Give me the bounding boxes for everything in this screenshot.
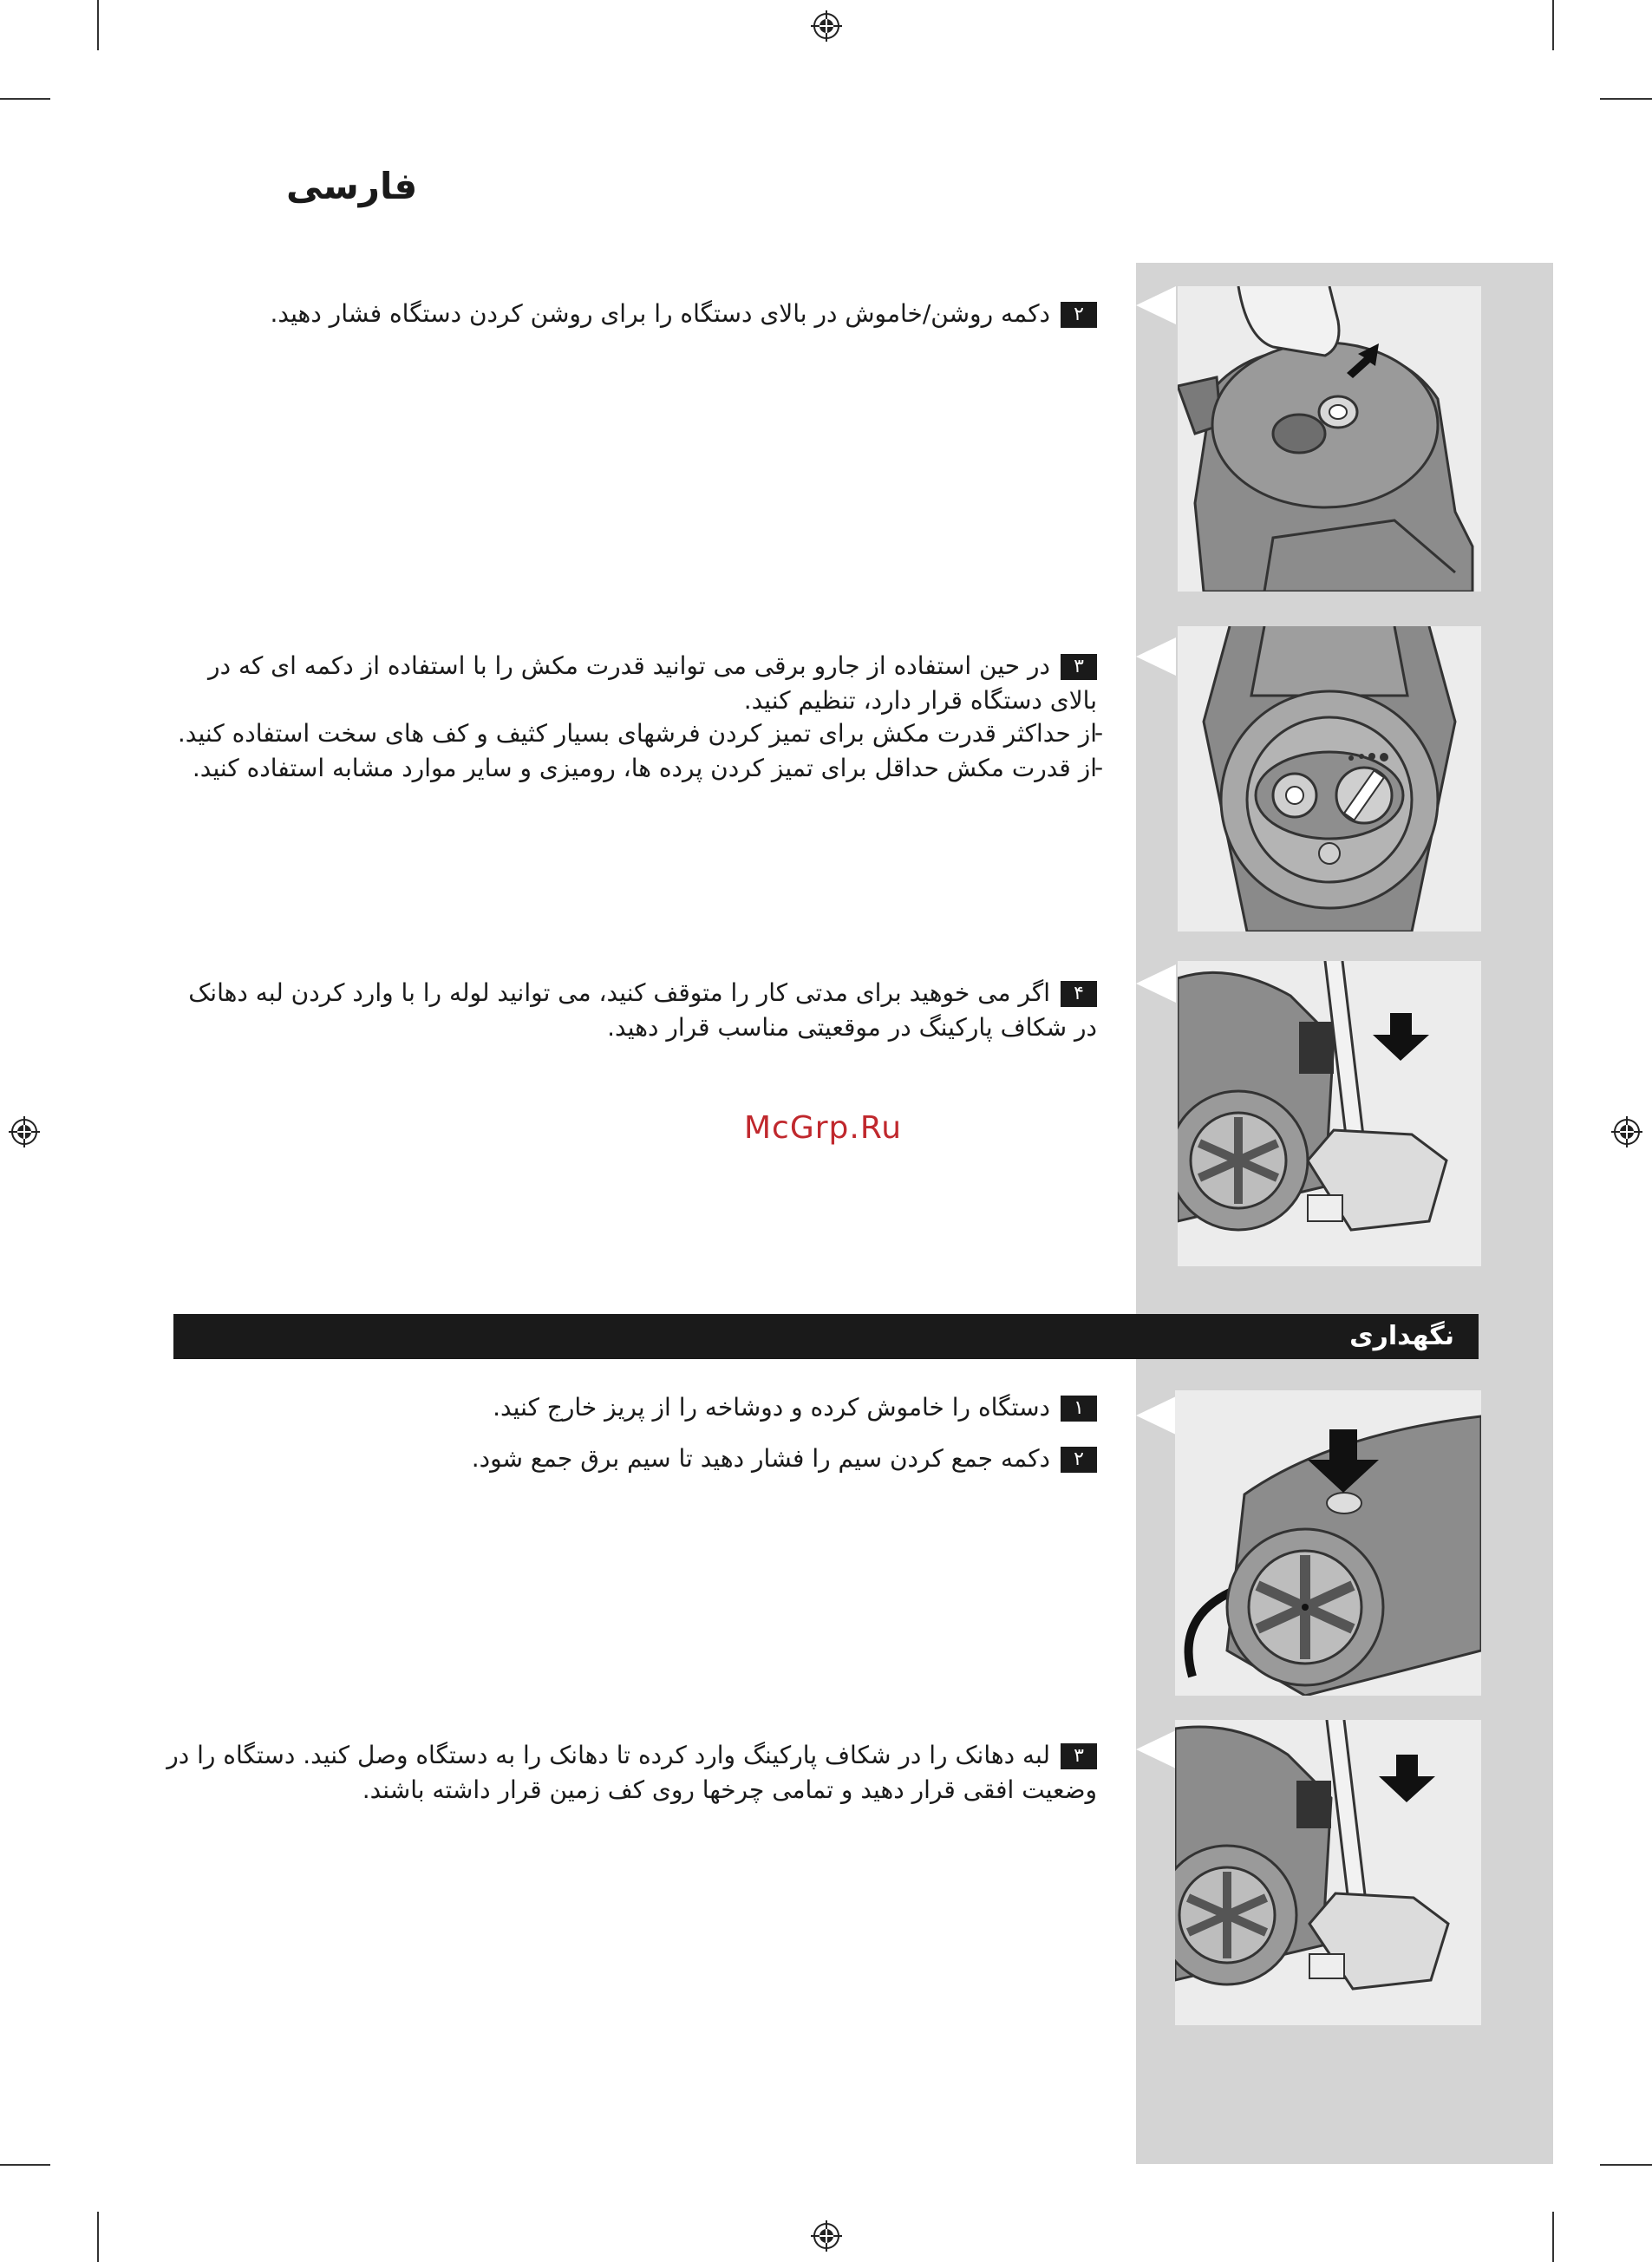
registration-mark-icon xyxy=(9,1116,40,1147)
step-number: ۴ xyxy=(1061,981,1097,1007)
crop-mark xyxy=(1552,0,1554,50)
step-suction-power xyxy=(160,649,1097,718)
storage-step-park-nozzle xyxy=(160,1738,1097,1808)
storage-step-unplug xyxy=(56,1390,1097,1425)
crop-mark xyxy=(0,2164,50,2166)
pointer-tab xyxy=(1136,964,1176,1003)
step-number: ۲ xyxy=(1061,302,1097,328)
crop-mark xyxy=(97,0,99,50)
registration-mark-icon xyxy=(811,2220,842,2252)
step-text: لبه دهانک را در شکاف پارکینگ وارد کرده تا دهانک را به دستگاه وصل کنید. دستگاه را در وضعیت افقی قرار دهید و تمامی چرخها روی کف زمین قرار داشته باشند. xyxy=(167,1741,1097,1804)
step-number: ۳ xyxy=(1061,654,1097,680)
bullet-max-suction: از حداکثر قدرت مکش برای تمیز کردن فرشهای بسیار کثیف و کف های سخت استفاده کنید. xyxy=(177,719,1097,748)
step-parking xyxy=(160,976,1097,1045)
cord-rewind-illustration xyxy=(1175,1390,1481,1696)
storage-parking-illustration xyxy=(1175,1720,1481,2025)
bullet-marker: - xyxy=(1094,718,1104,747)
step-power-on xyxy=(56,297,1097,331)
vacuum-storage-icon xyxy=(1175,1720,1481,2025)
storage-section-header xyxy=(173,1314,1479,1359)
bullet-min-suction: از قدرت مکش حداقل برای تمیز کردن پرده ها، رومیزی و سایر موارد مشابه استفاده کنید. xyxy=(192,754,1097,782)
step-text: دستگاه را خاموش کرده و دوشاخه را از پریز خارج کنید. xyxy=(493,1393,1050,1422)
parking-slot-illustration xyxy=(1178,961,1481,1266)
crop-mark xyxy=(1600,2164,1652,2166)
step-number: ۲ xyxy=(1061,1447,1097,1473)
bullet-marker: - xyxy=(1094,753,1104,781)
registration-mark-icon xyxy=(811,10,842,42)
storage-step-cord-rewind xyxy=(56,1442,1097,1476)
pointer-tab xyxy=(1136,1730,1176,1768)
storage-heading: نگهداری xyxy=(1349,1321,1454,1351)
suction-dial-icon xyxy=(1178,626,1481,932)
step-number: ۱ xyxy=(1061,1396,1097,1422)
step-text: در حین استفاده از جارو برقی می توانید قدرت مکش را با استفاده از دکمه ای که در بالای دستگاه قرار دارد، تنظیم کنید. xyxy=(208,651,1097,715)
pointer-tab xyxy=(1136,637,1176,676)
watermark: McGrp.Ru xyxy=(744,1110,903,1146)
suction-dial-illustration xyxy=(1178,626,1481,932)
registration-mark-icon xyxy=(1611,1116,1642,1147)
power-button-press-illustration xyxy=(1178,286,1481,592)
vacuum-top-icon xyxy=(1178,286,1481,592)
crop-mark xyxy=(1600,98,1652,100)
crop-mark xyxy=(0,98,50,100)
step-text: دکمه جمع کردن سیم را فشار دهید تا سیم برق جمع شود. xyxy=(471,1444,1050,1473)
step-number: ۳ xyxy=(1061,1743,1097,1769)
step-text: اگر می خوهید برای مدتی کار را متوقف کنید، می توانید لوله را با وارد کردن لبه دهانک در شکاف پارکینگ در موقعیتی مناسب قرار دهید. xyxy=(188,978,1097,1042)
pointer-tab xyxy=(1136,1396,1176,1435)
page-title: فارسی xyxy=(286,165,418,207)
pointer-tab xyxy=(1136,286,1176,324)
crop-mark xyxy=(97,2212,99,2262)
cord-rewind-icon xyxy=(1175,1390,1481,1696)
vacuum-parking-icon xyxy=(1178,961,1481,1266)
step-text: دکمه روشن/خاموش در بالای دستگاه را برای روشن کردن دستگاه فشار دهید. xyxy=(270,299,1050,328)
crop-mark xyxy=(1552,2212,1554,2262)
